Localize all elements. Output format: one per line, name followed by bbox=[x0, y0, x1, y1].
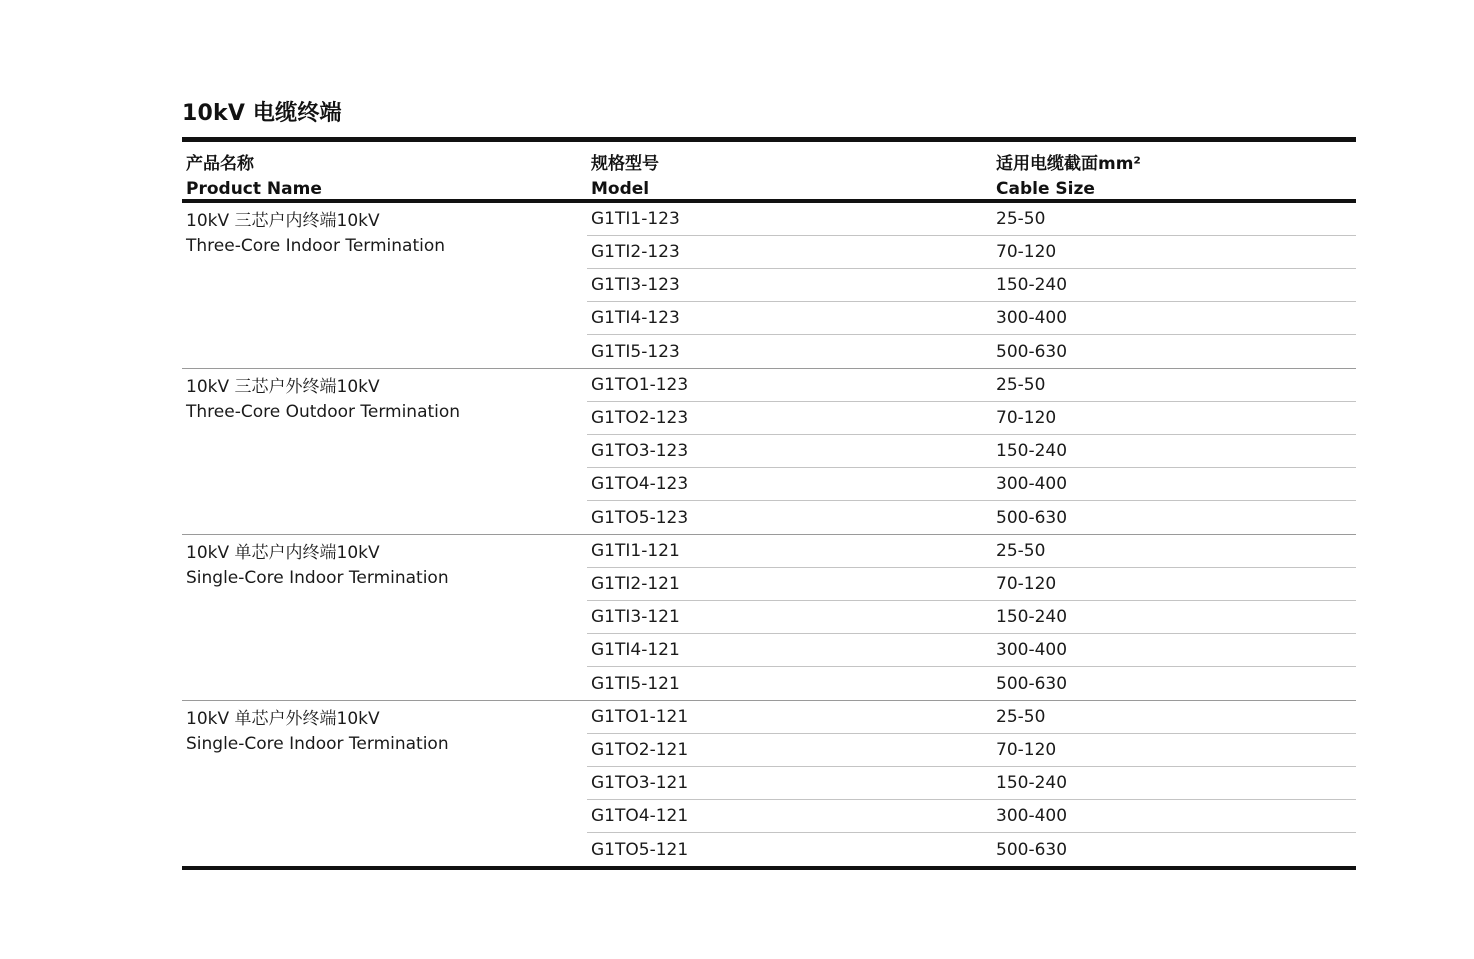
table-row bbox=[587, 501, 1356, 534]
model-cell: G1TI2-123 bbox=[591, 242, 680, 262]
model-cell: G1TI4-123 bbox=[591, 308, 680, 328]
cable-size-cell: 150-240 bbox=[996, 607, 1068, 627]
spec-table bbox=[182, 137, 1356, 870]
table-row bbox=[587, 302, 1356, 335]
cable-size-cell: 70-120 bbox=[996, 740, 1057, 760]
table-row bbox=[587, 402, 1356, 435]
table-row bbox=[587, 667, 1356, 700]
model-cell: G1TO2-121 bbox=[591, 740, 689, 760]
cable-size-cell: 25-50 bbox=[996, 209, 1046, 229]
model-rows bbox=[587, 535, 1356, 700]
product-name-cn: 10kV 单芯户内终端10kV bbox=[186, 543, 380, 563]
model-cell: G1TO5-121 bbox=[591, 839, 689, 860]
product-name-en: Single-Core Indoor Termination bbox=[186, 568, 449, 588]
table-row bbox=[587, 800, 1356, 833]
header-product bbox=[182, 142, 587, 199]
cable-size-cell: 25-50 bbox=[996, 707, 1046, 727]
cable-size-cell: 500-630 bbox=[996, 507, 1068, 528]
cable-size-cell: 300-400 bbox=[996, 474, 1068, 494]
product-name-cell bbox=[182, 203, 587, 368]
model-cell: G1TI3-123 bbox=[591, 275, 680, 295]
cable-size-cell: 300-400 bbox=[996, 806, 1068, 826]
model-cell: G1TO4-121 bbox=[591, 806, 689, 826]
cable-size-cell: 150-240 bbox=[996, 275, 1068, 295]
header-size-cn: 适用电缆截面mm² bbox=[996, 154, 1141, 174]
model-cell: G1TI1-121 bbox=[591, 541, 680, 561]
header-model-en: Model bbox=[591, 179, 650, 199]
table-row bbox=[587, 634, 1356, 667]
table-row bbox=[587, 369, 1356, 402]
cable-size-cell: 500-630 bbox=[996, 673, 1068, 694]
table-row bbox=[587, 767, 1356, 800]
cable-size-cell: 500-630 bbox=[996, 341, 1068, 362]
product-name-cn: 10kV 单芯户外终端10kV bbox=[186, 709, 380, 729]
product-name-en: Three-Core Indoor Termination bbox=[186, 236, 446, 256]
cable-size-cell: 150-240 bbox=[996, 441, 1068, 461]
header-size-en: Cable Size bbox=[996, 179, 1095, 199]
model-cell: G1TI5-123 bbox=[591, 341, 680, 362]
model-cell: G1TO3-123 bbox=[591, 441, 689, 461]
header-model-cn: 规格型号 bbox=[591, 154, 659, 174]
table-row bbox=[587, 468, 1356, 501]
cable-size-cell: 300-400 bbox=[996, 640, 1068, 660]
table-row bbox=[587, 203, 1356, 236]
table-header bbox=[182, 142, 1356, 203]
header-product-en: Product Name bbox=[186, 179, 322, 199]
product-name-cell bbox=[182, 369, 587, 534]
table-body bbox=[182, 203, 1356, 870]
model-cell: G1TO4-123 bbox=[591, 474, 689, 494]
model-cell: G1TO1-121 bbox=[591, 707, 689, 727]
model-cell: G1TO1-123 bbox=[591, 375, 689, 395]
table-row bbox=[587, 601, 1356, 634]
table-row bbox=[587, 701, 1356, 734]
model-cell: G1TI3-121 bbox=[591, 607, 680, 627]
cable-size-cell: 500-630 bbox=[996, 839, 1068, 860]
model-rows bbox=[587, 701, 1356, 866]
table-row bbox=[587, 335, 1356, 368]
product-group bbox=[182, 369, 1356, 535]
model-rows bbox=[587, 369, 1356, 534]
page-title: 10kV 电缆终端 bbox=[182, 101, 342, 126]
model-cell: G1TI4-121 bbox=[591, 640, 680, 660]
cable-size-cell: 25-50 bbox=[996, 375, 1046, 395]
product-group bbox=[182, 701, 1356, 870]
model-cell: G1TI5-121 bbox=[591, 673, 680, 694]
model-cell: G1TO2-123 bbox=[591, 408, 689, 428]
product-name-en: Single-Core Indoor Termination bbox=[186, 734, 449, 754]
table-row bbox=[587, 833, 1356, 866]
model-cell: G1TI2-121 bbox=[591, 574, 680, 594]
cable-size-cell: 70-120 bbox=[996, 574, 1057, 594]
table-row bbox=[587, 734, 1356, 767]
model-cell: G1TO3-121 bbox=[591, 773, 689, 793]
table-row bbox=[587, 269, 1356, 302]
cable-size-cell: 300-400 bbox=[996, 308, 1068, 328]
header-product-cn: 产品名称 bbox=[186, 154, 254, 174]
table-row bbox=[587, 568, 1356, 601]
product-name-cell bbox=[182, 701, 587, 866]
product-group bbox=[182, 535, 1356, 701]
header-size bbox=[992, 142, 1356, 199]
model-cell: G1TO5-123 bbox=[591, 507, 689, 528]
table-row bbox=[587, 236, 1356, 269]
table-row bbox=[587, 535, 1356, 568]
model-rows bbox=[587, 203, 1356, 368]
header-model bbox=[587, 142, 992, 199]
model-cell: G1TI1-123 bbox=[591, 209, 680, 229]
product-name-en: Three-Core Outdoor Termination bbox=[186, 402, 461, 422]
cable-size-cell: 25-50 bbox=[996, 541, 1046, 561]
table-row bbox=[587, 435, 1356, 468]
product-name-cn: 10kV 三芯户内终端10kV bbox=[186, 211, 380, 231]
cable-size-cell: 70-120 bbox=[996, 242, 1057, 262]
product-name-cn: 10kV 三芯户外终端10kV bbox=[186, 377, 380, 397]
cable-size-cell: 70-120 bbox=[996, 408, 1057, 428]
cable-size-cell: 150-240 bbox=[996, 773, 1068, 793]
product-group bbox=[182, 203, 1356, 369]
product-name-cell bbox=[182, 535, 587, 700]
